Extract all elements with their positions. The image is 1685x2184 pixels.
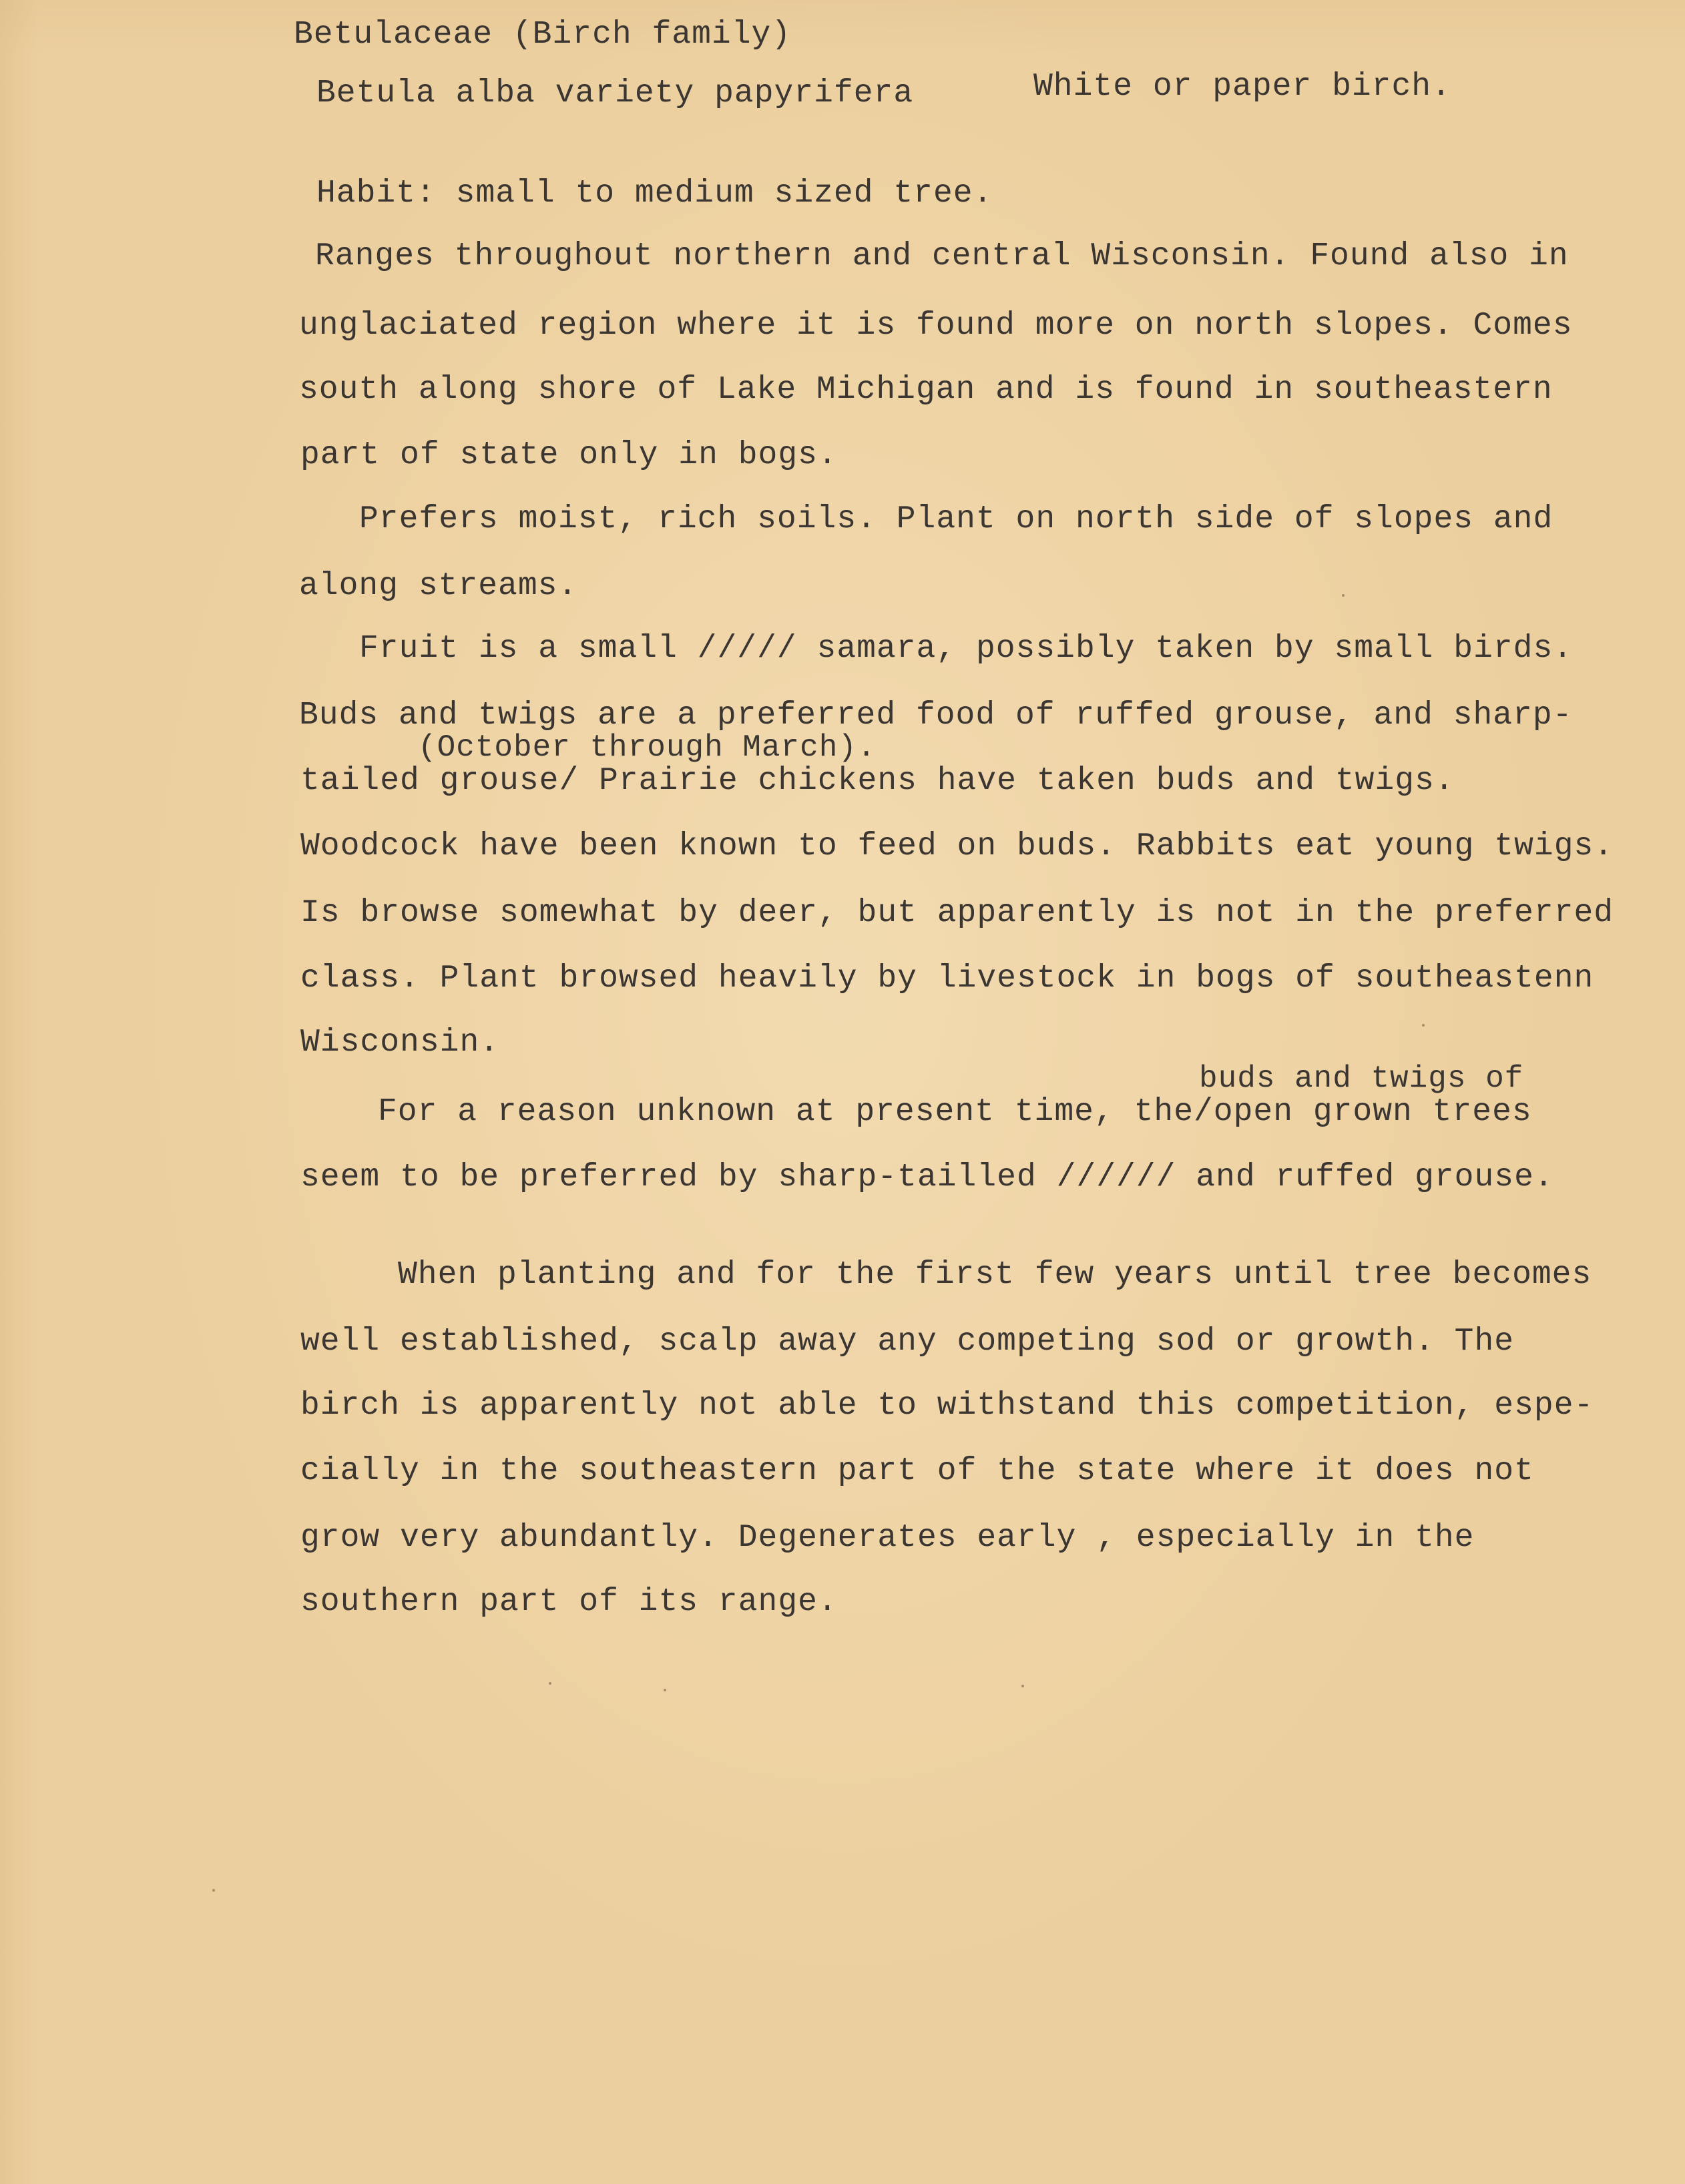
text-line: Fruit is a small ///// samara, possibly taken by small birds. [359, 631, 1574, 667]
text-line: south along shore of Lake Michigan and is found in southeastern [299, 372, 1553, 408]
interlinear-insertion: (October through March). [418, 730, 877, 765]
text-line: along streams. [299, 568, 578, 604]
paper-speck [664, 1689, 666, 1691]
family-heading: Betulaceae (Birch family) [294, 17, 792, 53]
text-line: tailed grouse/ Prairie chickens have taken buds and twigs. [300, 763, 1455, 799]
text-line: Habit: small to medium sized tree. [316, 176, 993, 212]
text-line: Ranges throughout northern and central Wisconsin. Found also in [315, 238, 1569, 274]
species-common-name: White or paper birch. [1033, 69, 1451, 105]
text-line: Woodcock have been known to feed on buds. Rabbits eat young twigs. [300, 828, 1614, 864]
text-line: well established, scalp away any competing sod or growth. The [300, 1324, 1515, 1360]
text-line: class. Plant browsed heavily by livestock in bogs of southeastenn [300, 961, 1594, 997]
text-line: Prefers moist, rich soils. Plant on north side of slopes and [359, 501, 1553, 537]
text-line: southern part of its range. [300, 1584, 838, 1620]
interlinear-insertion: buds and twigs of [1199, 1061, 1524, 1096]
text-line: Wisconsin. [300, 1025, 500, 1061]
text-line: When planting and for the first few years until tree becomes [398, 1257, 1592, 1293]
paper-speck [549, 1682, 551, 1685]
paper-speck [1021, 1685, 1024, 1687]
text-line: cially in the southeastern part of the state where it does not [300, 1453, 1534, 1489]
text-line: seem to be preferred by sharp-tailled ////// and ruffed grouse. [300, 1159, 1554, 1195]
text-line: unglaciated region where it is found more on north slopes. Comes [299, 308, 1573, 344]
text-line: Is browse somewhat by deer, but apparently is not in the preferred [300, 895, 1614, 931]
species-latin-name: Betula alba variety papyrifera [316, 75, 914, 111]
text-line: birch is apparently not able to withstand this competition, espe- [300, 1388, 1594, 1424]
text-line: Buds and twigs are a preferred food of ruffed grouse, and sharp- [299, 698, 1573, 734]
text-line: part of state only in bogs. [300, 437, 838, 473]
text-line: For a reason unknown at present time, the/open grown trees [378, 1094, 1532, 1130]
paper-speck [212, 1889, 215, 1892]
text-line: grow very abundantly. Degenerates early , especially in the [300, 1520, 1475, 1556]
paper-speck [1422, 1024, 1425, 1027]
paper-speck [1342, 594, 1345, 597]
